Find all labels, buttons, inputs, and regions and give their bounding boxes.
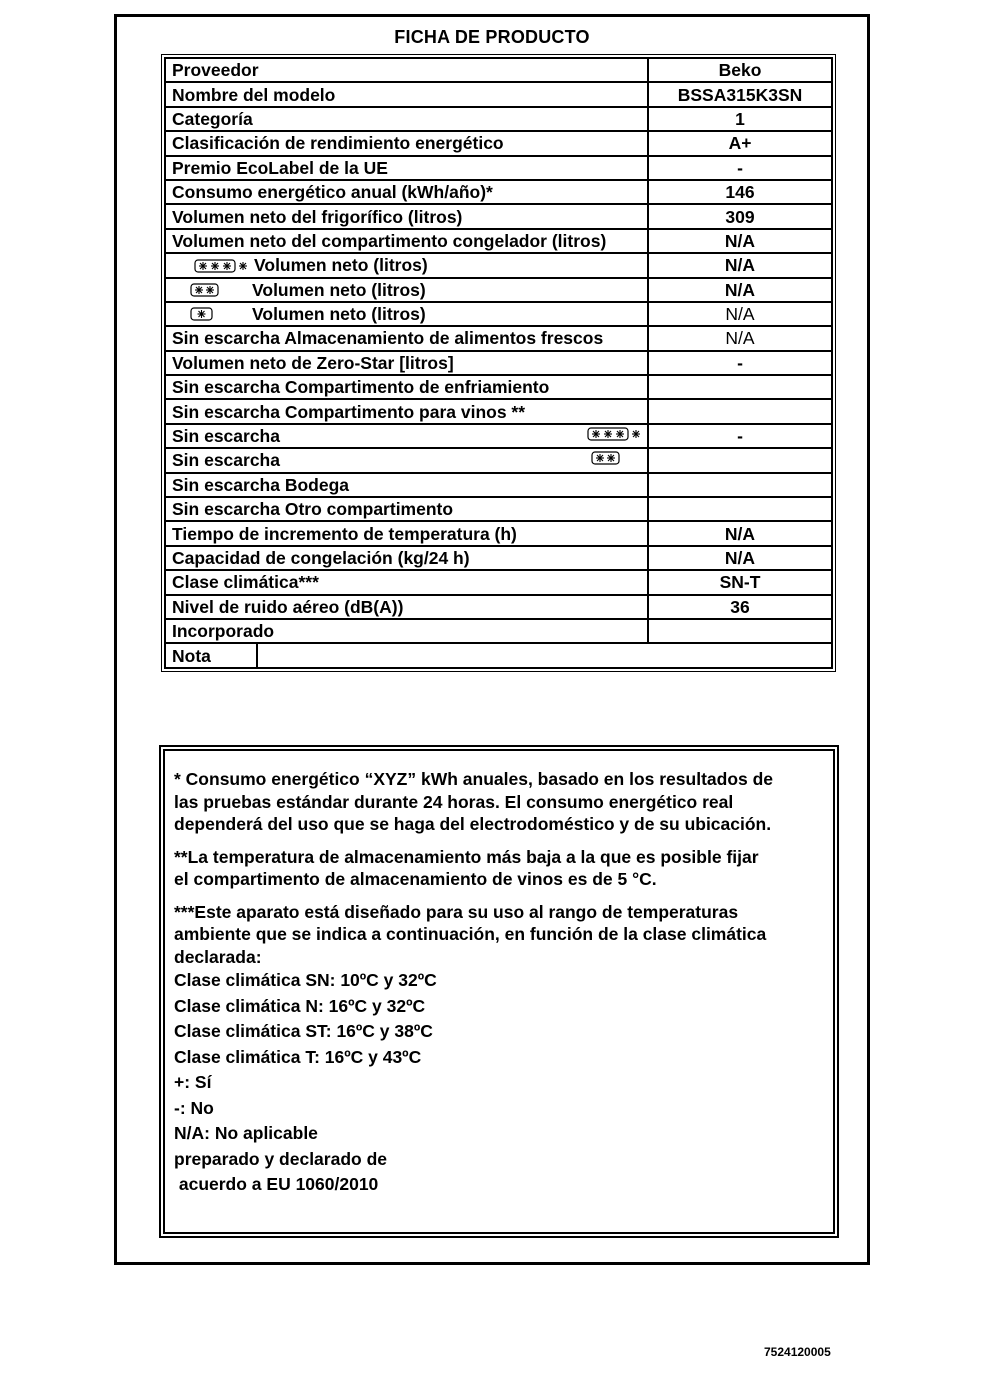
one-star-icon [172, 305, 252, 323]
row-label: Volumen neto (litros) [254, 255, 428, 276]
row-label-cell [165, 399, 648, 423]
row-label-cell [165, 58, 648, 82]
row-value: - [648, 156, 832, 180]
row-label-cell [165, 424, 648, 448]
row-label-cell [165, 82, 648, 106]
nota-cell [165, 643, 832, 667]
four-star-icon [172, 256, 254, 274]
row-value [648, 448, 832, 472]
row-label: Tiempo de incremento de temperatura (h) [172, 523, 517, 544]
table-row [165, 375, 832, 399]
row-label: Proveedor [172, 60, 259, 81]
row-value: N/A [648, 546, 832, 570]
row-label-cell [165, 278, 648, 302]
table-row [165, 253, 832, 277]
table-row [165, 546, 832, 570]
row-value [648, 473, 832, 497]
row-value [648, 399, 832, 423]
table-row [165, 351, 832, 375]
nota-row [165, 643, 832, 667]
note-line: el compartimento de almacenamiento de vinos es de 5 °C. [174, 869, 657, 889]
row-label-cell [165, 375, 648, 399]
row-label: Sin escarcha Compartimento de enfriamiento [172, 377, 550, 398]
row-value: - [648, 351, 832, 375]
table-row [165, 58, 832, 82]
row-label-cell [165, 595, 648, 619]
row-label: Volumen neto de Zero-Star [litros] [172, 352, 454, 373]
table-row [165, 180, 832, 204]
row-label-cell [165, 253, 648, 277]
table-row [165, 448, 832, 472]
table-row [165, 302, 832, 326]
row-label: Nivel de ruido aéreo (dB(A)) [172, 596, 404, 617]
row-label-cell [165, 204, 648, 228]
table-row [165, 619, 832, 643]
note-line: * Consumo energético “XYZ” kWh anuales, basado en los resultados de [174, 769, 774, 789]
row-label: Volumen neto (litros) [252, 279, 426, 300]
row-label: Sin escarcha Bodega [172, 474, 350, 495]
row-value: N/A [648, 521, 832, 545]
table-row [165, 521, 832, 545]
row-label-cell [165, 570, 648, 594]
row-label-cell [165, 521, 648, 545]
row-label-cell [165, 326, 648, 350]
legend-line: N/A: No aplicable [174, 1123, 318, 1143]
row-value: N/A [648, 326, 832, 350]
legend-line: -: No [174, 1097, 214, 1118]
four-star-icon [587, 427, 643, 441]
climate-class-line: Clase climática T: 16ºC y 43ºC [174, 1046, 422, 1067]
row-label-cell [165, 180, 648, 204]
table-row [165, 156, 832, 180]
table-row [165, 424, 832, 448]
row-label: Capacidad de congelación (kg/24 h) [172, 548, 470, 568]
row-label: Sin escarcha Otro compartimento [172, 499, 454, 520]
row-value: N/A [648, 229, 832, 253]
row-value: BSSA315K3SN [648, 82, 832, 106]
product-spec-table [164, 57, 833, 669]
legend-line: +: Sí [174, 1072, 212, 1092]
table-row [165, 399, 832, 423]
nota-divider [256, 643, 258, 667]
row-value: N/A [648, 278, 832, 302]
two-star-icon [591, 451, 621, 465]
row-value: N/A [648, 302, 832, 326]
row-label-cell [165, 156, 648, 180]
table-row [165, 570, 832, 594]
row-value: 36 [648, 595, 832, 619]
row-label: Categoría [172, 108, 253, 129]
row-label-cell [165, 107, 648, 131]
row-value: Beko [648, 58, 832, 82]
row-label: Sin escarcha [172, 426, 280, 447]
row-label: Sin escarcha Compartimento para vinos ** [172, 401, 526, 422]
row-value: - [648, 424, 832, 448]
row-label: Consumo energético anual (kWh/año)* [172, 182, 493, 203]
table-row [165, 595, 832, 619]
note-line: declarada: [174, 946, 262, 967]
row-label: Nombre del modelo [172, 84, 336, 105]
table-row [165, 204, 832, 228]
row-value [648, 619, 832, 643]
row-label: Volumen neto del compartimento congelador (litros) [172, 230, 607, 251]
page-title: FICHA DE PRODUCTO [394, 27, 590, 47]
row-label: Clasificación de rendimiento energético [172, 133, 504, 154]
table-row [165, 229, 832, 253]
two-star-icon [172, 281, 252, 299]
legend-line: preparado y declarado de [174, 1148, 387, 1169]
row-label-cell [165, 473, 648, 497]
notes-box [159, 745, 839, 1238]
climate-class-line: Clase climática N: 16ºC y 32ºC [174, 995, 426, 1016]
table-row [165, 107, 832, 131]
row-label-cell [165, 229, 648, 253]
row-label-cell [165, 448, 648, 472]
row-label: Volumen neto (litros) [252, 304, 426, 325]
row-label: Volumen neto del frigorífico (litros) [172, 206, 463, 227]
table-row [165, 82, 832, 106]
row-value: 309 [648, 204, 832, 228]
table-row [165, 326, 832, 350]
note-line: ambiente que se indica a continuación, en función de la clase climática [174, 924, 767, 944]
row-value: 146 [648, 180, 832, 204]
row-label: Premio EcoLabel de la UE [172, 157, 388, 178]
legend-line: acuerdo a EU 1060/2010 [174, 1174, 379, 1194]
note-line: **La temperatura de almacenamiento más baja a la que es posible fijar [174, 846, 759, 867]
row-value: N/A [648, 253, 832, 277]
row-label-cell [165, 351, 648, 375]
row-value [648, 497, 832, 521]
row-label: Clase climática*** [172, 572, 319, 593]
row-label-cell [165, 131, 648, 155]
row-label-cell [165, 302, 648, 326]
note-line: ***Este aparato está diseñado para su uso al rango de temperaturas [174, 901, 739, 922]
row-label: Sin escarcha [172, 450, 280, 471]
note-line: las pruebas estándar durante 24 horas. El consumo energético real [174, 791, 734, 812]
row-value: A+ [648, 131, 832, 155]
nota-label: Nota [172, 645, 211, 666]
row-label: Sin escarcha Almacenamiento de alimentos frescos [172, 328, 604, 349]
row-label: Incorporado [172, 621, 275, 642]
row-value [648, 375, 832, 399]
table-row [165, 278, 832, 302]
row-value: SN-T [648, 570, 832, 594]
product-table-box [161, 54, 836, 672]
table-row [165, 497, 832, 521]
climate-class-line: Clase climática SN: 10ºC y 32ºC [174, 970, 437, 990]
table-row [165, 473, 832, 497]
notes-content [163, 749, 835, 1234]
document-code: 7524120005 [764, 1345, 831, 1359]
row-label-cell [165, 497, 648, 521]
note-line: dependerá del uso que se haga del electrodoméstico y de su ubicación. [174, 814, 772, 834]
climate-class-line: Clase climática ST: 16ºC y 38ºC [174, 1021, 433, 1041]
row-label-cell [165, 619, 648, 643]
table-row [165, 131, 832, 155]
row-label-cell [165, 546, 648, 570]
row-value: 1 [648, 107, 832, 131]
